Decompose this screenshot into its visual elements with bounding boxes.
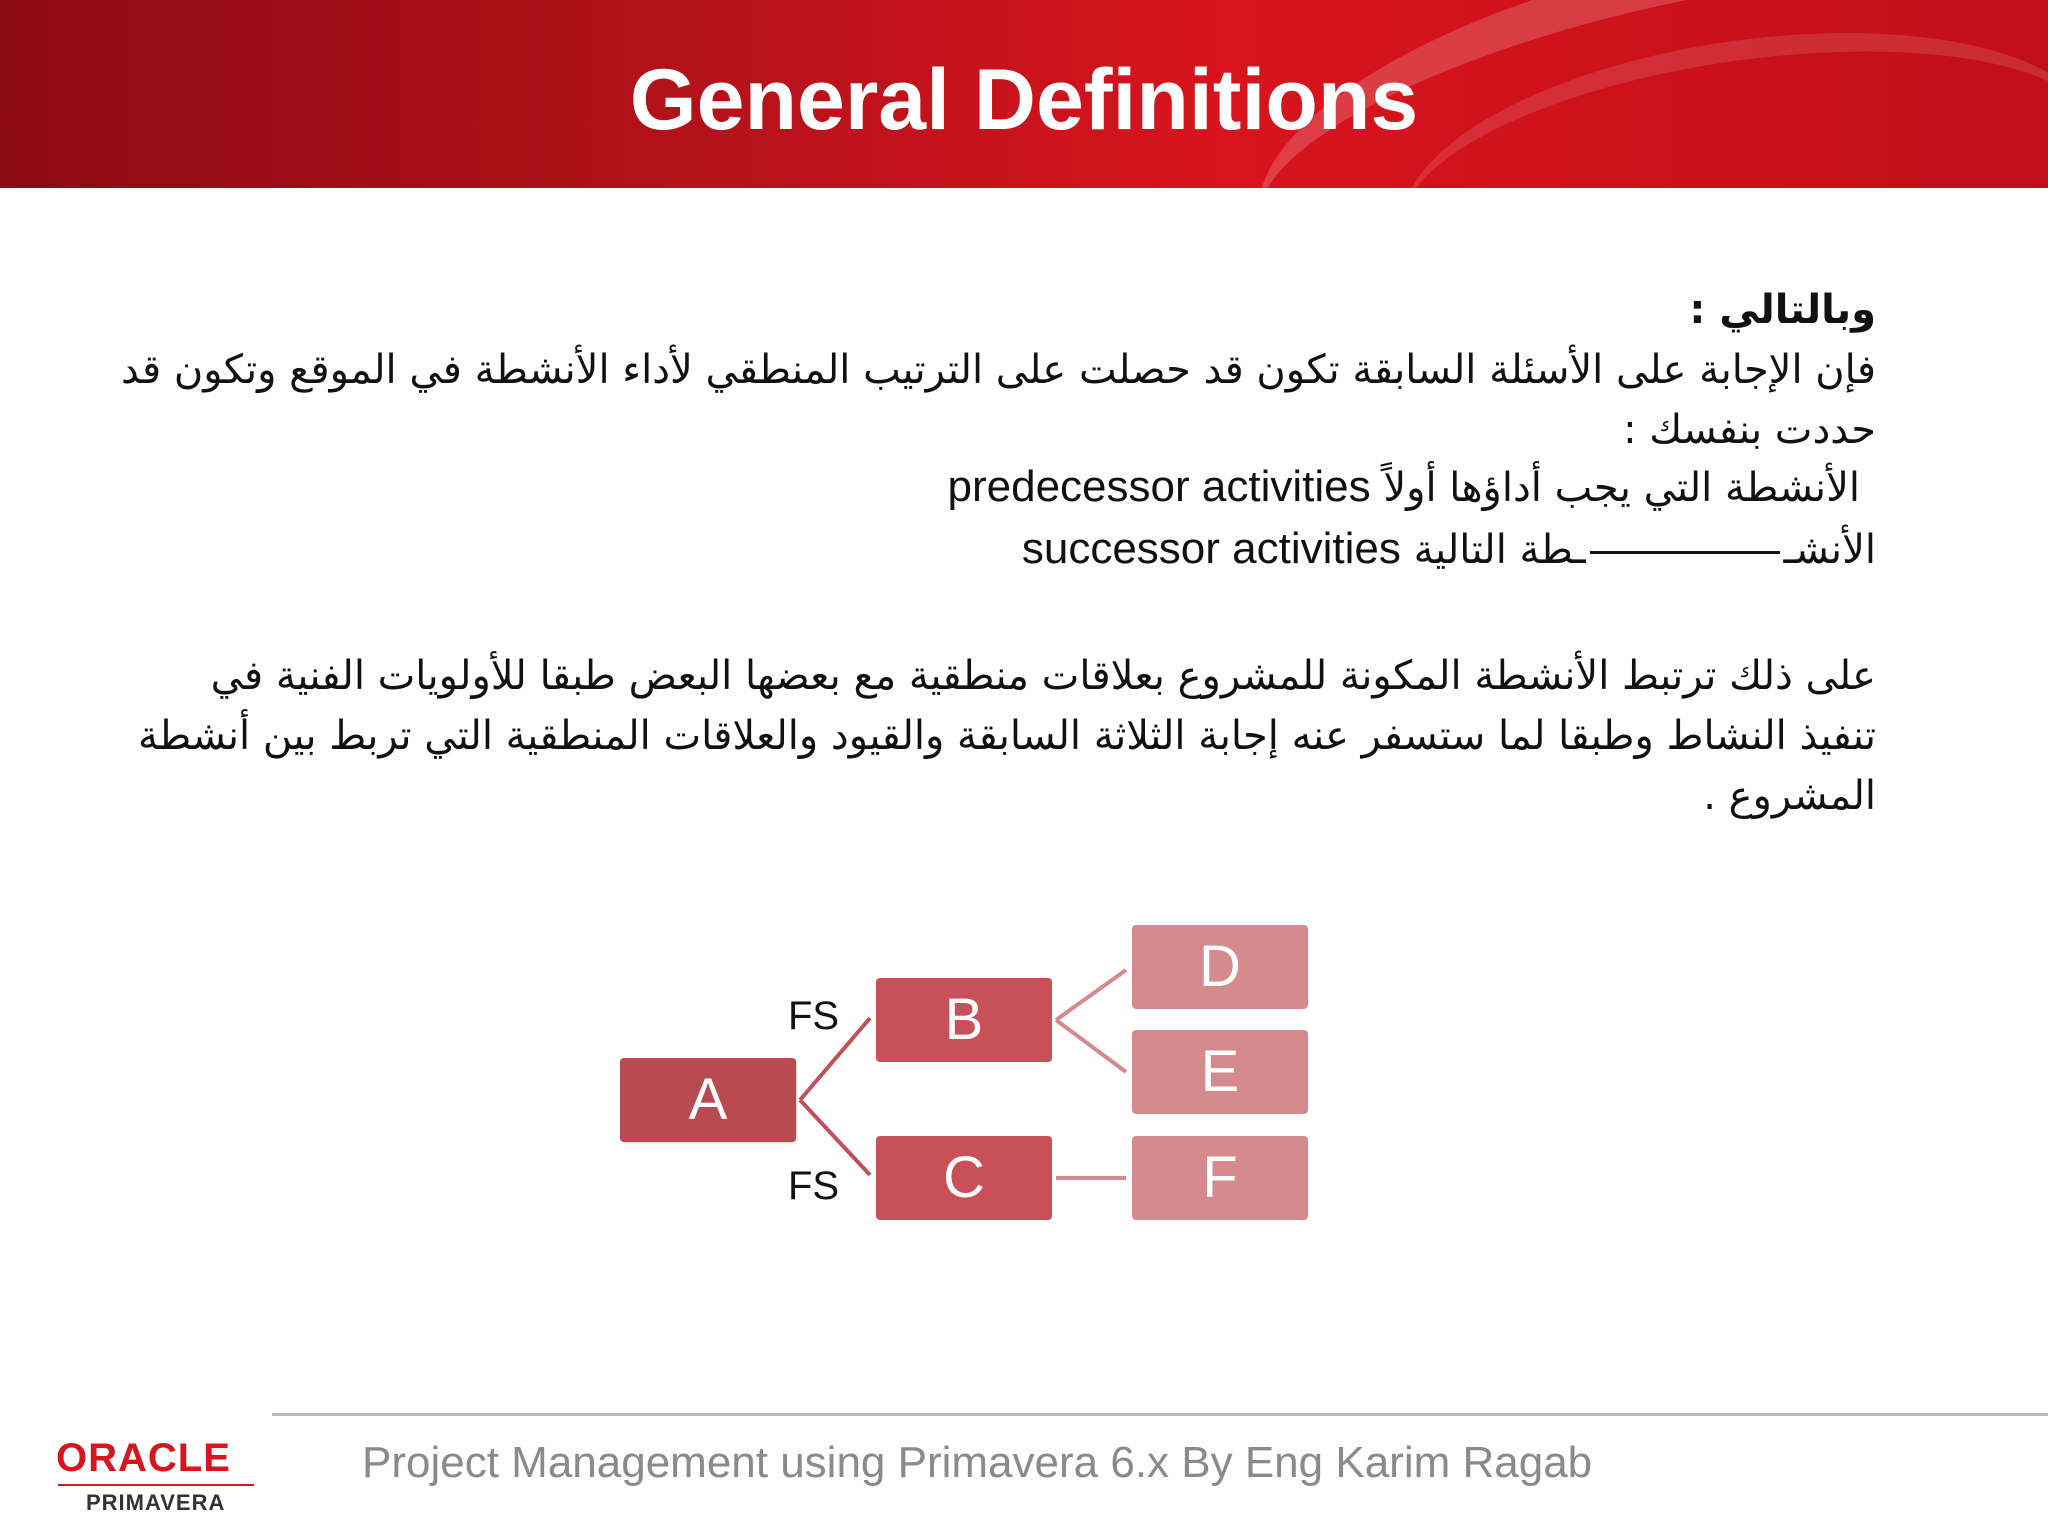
footer-credit: Project Management using Primavera 6.x By Eng Karim Ragab <box>362 1438 1593 1487</box>
successor-definition <box>1022 524 1876 584</box>
intro-line-2: حددت بنفسك : <box>1623 407 1876 453</box>
activity-node-a: A <box>620 1058 796 1142</box>
primavera-logo: PRIMAVERA <box>86 1490 226 1515</box>
relations-line-3: المشروع . <box>1703 773 1876 819</box>
relation-label-bottom: FS <box>788 1164 840 1208</box>
activity-node-f: F <box>1132 1136 1308 1220</box>
successor-arabic-start: الأنشـ <box>1783 527 1876 573</box>
predecessor-definition <box>948 462 1860 522</box>
intro-heading: وبالتالي : <box>1689 287 1876 333</box>
relations-line-1: على ذلك ترتبط الأنشطة المكونة للمشروع بعلاقات منطقية مع بعضها البعض طبقا للأولويات الفنية في <box>210 653 1876 699</box>
predecessor-english: predecessor activities <box>947 462 1371 511</box>
intro-paragraph <box>121 280 1876 460</box>
relations-line-2: تنفيذ النشاط وطبقا لما ستسفر عنه إجابة الثلاثة السابقة والقيود والعلاقات المنطقية التي تربط بين أنشطة <box>137 713 1876 759</box>
slide-title: General Definitions <box>629 52 1419 148</box>
successor-arabic-end: ـطة التالية <box>1413 527 1586 573</box>
successor-dash <box>1590 551 1780 554</box>
activity-node-d: D <box>1132 925 1308 1009</box>
connector-b-e <box>1056 1020 1126 1072</box>
logo-divider <box>58 1484 254 1486</box>
predecessor-arabic: الأنشطة التي يجب أداؤها أولاً <box>1383 465 1860 511</box>
activity-node-b: B <box>876 978 1052 1062</box>
footer-divider <box>272 1413 2048 1416</box>
relations-paragraph <box>137 646 1876 826</box>
oracle-logo: ORACLE <box>56 1436 231 1480</box>
activity-node-e: E <box>1132 1030 1308 1114</box>
relation-label-top: FS <box>788 994 840 1038</box>
connector-b-d <box>1056 970 1126 1020</box>
successor-english: successor activities <box>1021 524 1401 573</box>
activity-node-c: C <box>876 1136 1052 1220</box>
intro-line-1: فإن الإجابة على الأسئلة السابقة تكون قد حصلت على الترتيب المنطقي لأداء الأنشطة في الموقع وتكون قد <box>121 347 1876 393</box>
